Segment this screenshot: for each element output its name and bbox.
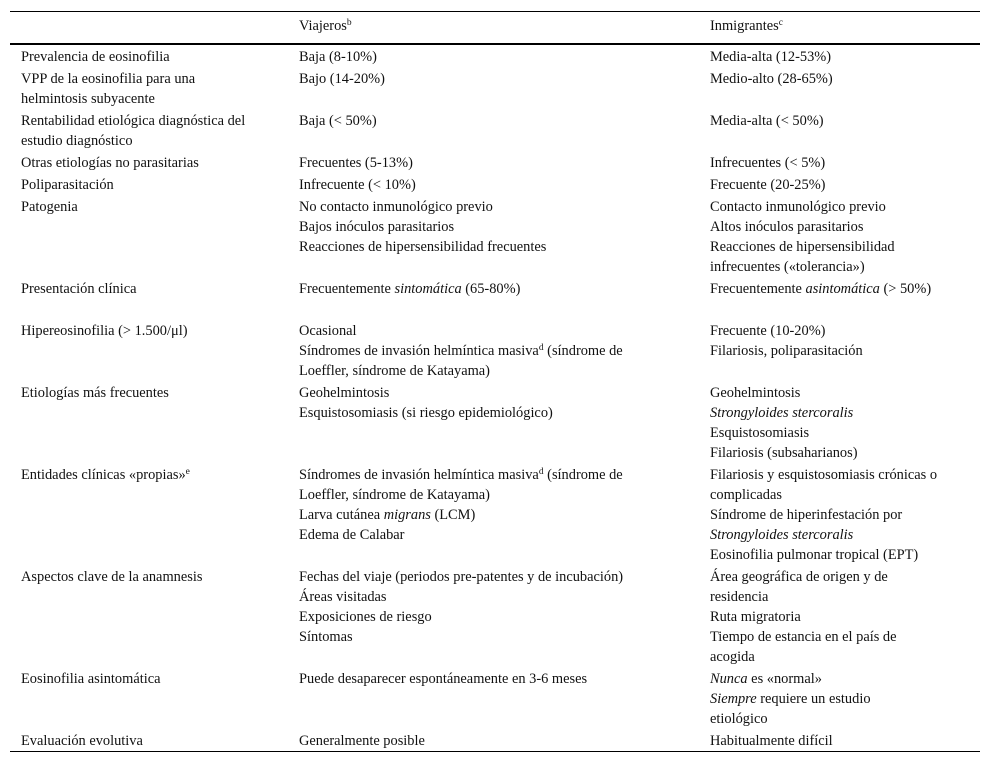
immigrants-line: Strongyloides stercoralis <box>710 405 854 421</box>
travelers-line: Bajos inóculos parasitarios <box>299 219 455 235</box>
text-part: (LCM) <box>430 507 476 523</box>
text-part: (65-80%) <box>461 281 521 297</box>
travelers-cell <box>299 279 699 299</box>
travelers-cell <box>299 175 699 195</box>
immigrants-line: Reacciones de hipersensibilidad infrecuentes («tolerancia») <box>710 239 895 275</box>
row-label: Rentabilidad etiológica diagnóstica del estudio diagnóstico <box>21 113 246 149</box>
immigrants-line <box>710 669 910 689</box>
italic-text: asintomática <box>805 281 880 297</box>
travelers-line: Esquistosomiasis (si riesgo epidemiológico) <box>299 405 553 421</box>
table-row <box>10 381 980 463</box>
immigrants-line: Altos inóculos parasitarios <box>710 219 864 235</box>
travelers-line <box>299 279 699 299</box>
travelers-cell <box>299 153 699 173</box>
header-travelers-footnote: b <box>346 18 352 28</box>
travelers-line: Fechas del viaje (periodos pre-patentes y de incubación) <box>299 569 624 585</box>
travelers-line: Frecuentes (5-13%) <box>299 155 413 171</box>
immigrants-line: Frecuente (20-25%) <box>710 177 826 193</box>
travelers-cell <box>299 465 669 545</box>
table-row <box>10 667 980 729</box>
travelers-cell <box>299 567 699 647</box>
text-part: Síndromes de invasión helmíntica masiva <box>299 467 539 483</box>
travelers-line: Generalmente posible <box>299 733 425 749</box>
row-label: Eosinofilia asintomática <box>21 671 161 687</box>
table-row <box>10 463 980 565</box>
row-label: Presentación clínica <box>21 281 137 297</box>
immigrants-line: Eosinofilia pulmonar tropical (EPT) <box>710 547 919 563</box>
immigrants-line: Strongyloides stercoralis <box>710 527 854 543</box>
immigrants-line: Infrecuentes (< 5%) <box>710 155 826 171</box>
table-row <box>10 45 980 67</box>
immigrants-line: Síndrome de hiperinfestación por <box>710 507 903 523</box>
travelers-cell <box>299 321 669 381</box>
immigrants-line: Habitualmente difícil <box>710 733 833 749</box>
immigrants-cell <box>710 731 970 751</box>
immigrants-cell <box>710 69 970 89</box>
text-part: Síndromes de invasión helmíntica masiva <box>299 343 539 359</box>
table-row <box>10 173 980 195</box>
immigrants-cell <box>710 153 970 173</box>
table-row <box>10 67 980 109</box>
row-label: Prevalencia de eosinofilia <box>21 49 170 65</box>
immigrants-cell <box>710 669 910 729</box>
text-part: (> 50%) <box>879 281 932 297</box>
travelers-line: Geohelmintosis <box>299 385 390 401</box>
travelers-cell <box>299 383 699 423</box>
immigrants-line: Contacto inmunológico previo <box>710 199 886 215</box>
immigrants-cell <box>710 567 935 667</box>
text-part: Frecuentemente <box>299 281 395 297</box>
travelers-line: Baja (8-10%) <box>299 49 377 65</box>
immigrants-cell <box>710 47 970 67</box>
text-part: Frecuentemente <box>710 281 806 297</box>
travelers-cell <box>299 197 699 257</box>
table-row <box>10 729 980 751</box>
travelers-line: Ocasional <box>299 323 357 339</box>
travelers-cell <box>299 111 699 131</box>
text-part: (síndrome de Loeffler, síndrome de Katayama) <box>299 343 623 379</box>
header-immigrants-label: Inmigrantes <box>710 18 779 34</box>
row-label: Aspectos clave de la anamnesis <box>21 569 203 585</box>
immigrants-line: Frecuente (10-20%) <box>710 323 826 339</box>
travelers-cell <box>299 669 699 689</box>
travelers-line: Síntomas <box>299 629 353 645</box>
immigrants-cell <box>710 383 970 463</box>
travelers-cell <box>299 731 699 751</box>
text-part: Entidades clínicas «propias» <box>21 467 186 483</box>
travelers-line <box>299 465 669 505</box>
table-row <box>10 195 980 277</box>
row-label: Otras etiologías no parasitarias <box>21 155 199 171</box>
travelers-cell <box>299 69 699 89</box>
travelers-line: Puede desaparecer espontáneamente en 3-6 meses <box>299 671 588 687</box>
travelers-line: Infrecuente (< 10%) <box>299 177 416 193</box>
table-row <box>10 109 980 151</box>
footnote-mark: d <box>538 467 544 477</box>
italic-text: sintomática <box>394 281 462 297</box>
travelers-cell <box>299 47 699 67</box>
travelers-line: Bajo (14-20%) <box>299 71 385 87</box>
travelers-line: No contacto inmunológico previo <box>299 199 493 215</box>
italic-text: migrans <box>383 507 431 523</box>
row-label: Etiologías más frecuentes <box>21 385 169 401</box>
row-label: Hipereosinofilia (> 1.500/μl) <box>21 323 188 339</box>
header-immigrants-footnote: c <box>778 18 783 28</box>
table-header <box>10 12 980 45</box>
text-part: es «normal» <box>747 671 822 687</box>
table-row <box>10 565 980 667</box>
travelers-line: Reacciones de hipersensibilidad frecuentes <box>299 239 547 255</box>
immigrants-line: Medio-alto (28-65%) <box>710 71 833 87</box>
row-label: VPP de la eosinofilia para una helmintosis subyacente <box>21 71 196 107</box>
row-label: Evaluación evolutiva <box>21 733 143 749</box>
italic-text: Nunca <box>710 671 748 687</box>
comparison-table <box>10 11 980 752</box>
header-immigrants <box>710 16 783 36</box>
footnote-mark: e <box>185 467 190 477</box>
immigrants-line <box>710 279 935 299</box>
immigrants-line: Ruta migratoria <box>710 609 801 625</box>
table-row <box>10 277 980 319</box>
immigrants-line: Esquistosomiasis <box>710 425 810 441</box>
travelers-line <box>299 505 669 525</box>
travelers-line <box>299 341 669 381</box>
table-row <box>10 319 980 381</box>
immigrants-cell <box>710 465 955 565</box>
immigrants-cell <box>710 175 970 195</box>
italic-text: Siempre <box>710 691 757 707</box>
immigrants-line: Media-alta (12-53%) <box>710 49 832 65</box>
immigrants-line: Media-alta (< 50%) <box>710 113 824 129</box>
immigrants-line <box>710 689 910 729</box>
immigrants-line: Filariosis y esquistosomiasis crónicas o complicadas <box>710 467 938 503</box>
immigrants-line: Tiempo de estancia en el país de acogida <box>710 629 897 665</box>
table-row <box>10 151 980 173</box>
immigrants-line: Filariosis (subsaharianos) <box>710 445 858 461</box>
immigrants-line: Filariosis, poliparasitación <box>710 343 863 359</box>
travelers-line: Edema de Calabar <box>299 527 405 543</box>
text-part: (síndrome de Loeffler, síndrome de Katayama) <box>299 467 623 503</box>
footnote-mark: d <box>538 343 544 353</box>
header-travelers <box>299 16 352 36</box>
travelers-line: Baja (< 50%) <box>299 113 377 129</box>
text-part: Larva cutánea <box>299 507 384 523</box>
travelers-line: Exposiciones de riesgo <box>299 609 432 625</box>
header-travelers-label: Viajeros <box>299 18 347 34</box>
immigrants-cell <box>710 321 970 361</box>
text-part: requiere un estudio etiológico <box>710 691 871 727</box>
row-label: Patogenia <box>21 199 78 215</box>
immigrants-line: Área geográfica de origen y de residencia <box>710 569 888 605</box>
travelers-line: Áreas visitadas <box>299 589 387 605</box>
row-label <box>21 465 281 485</box>
immigrants-cell <box>710 197 925 277</box>
immigrants-line: Geohelmintosis <box>710 385 801 401</box>
immigrants-cell <box>710 279 935 299</box>
immigrants-cell <box>710 111 970 131</box>
row-label: Poliparasitación <box>21 177 114 193</box>
